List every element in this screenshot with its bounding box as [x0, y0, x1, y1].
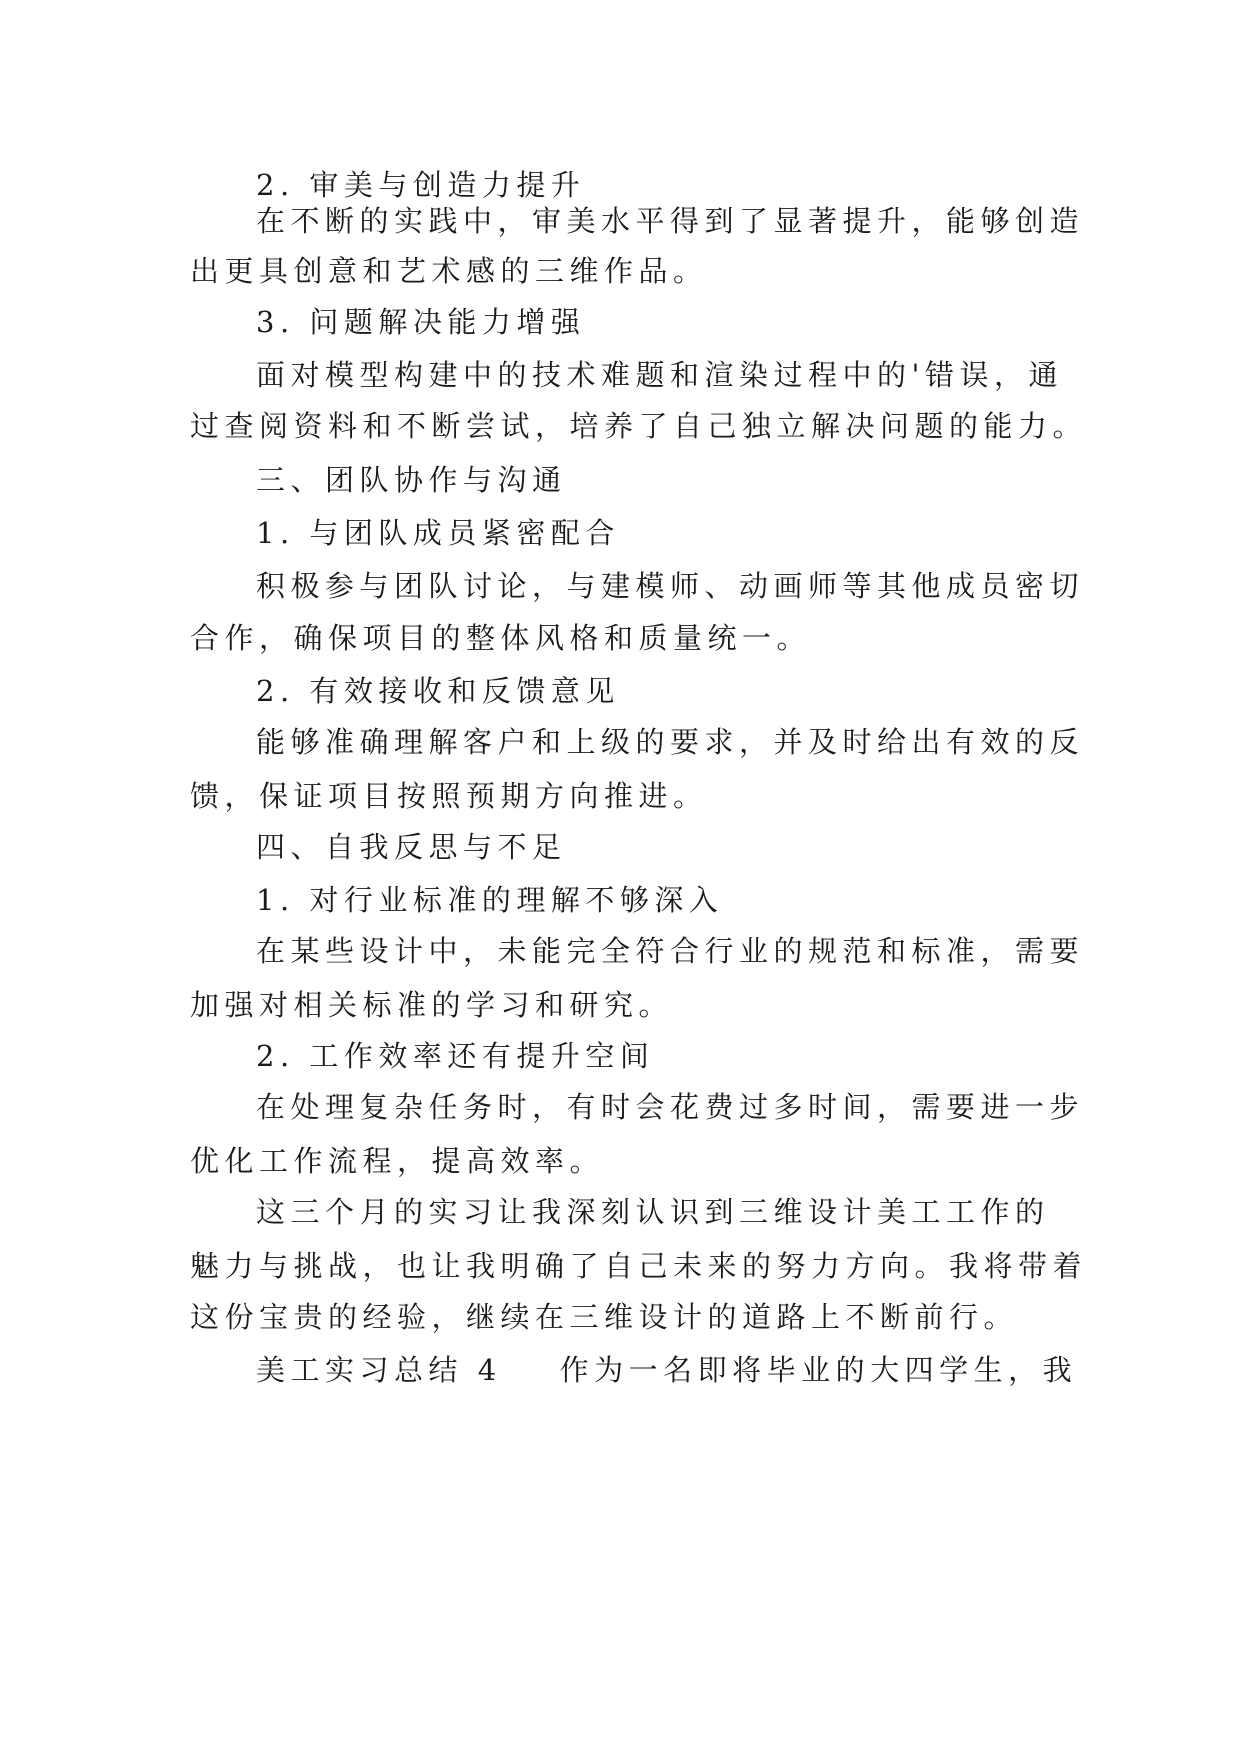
section-heading-teamwork: 三、团队协作与沟通 [256, 463, 567, 497]
summary-4-heading: 美工实习总结 4 [256, 1353, 502, 1387]
subheading-feedback: 2. 有效接收和反馈意见 [256, 674, 620, 708]
subheading-industry-standards: 1. 对行业标准的理解不够深入 [256, 883, 724, 917]
subheading-team-cooperation: 1. 与团队成员紧密配合 [256, 516, 620, 550]
paragraph-line: 馈，保证项目按照预期方向推进。 [190, 779, 708, 813]
summary-4-line [0, 1350, 1241, 1390]
subheading-problem-solving: 3. 问题解决能力增强 [256, 305, 586, 339]
paragraph-line: 面对模型构建中的技术难题和渲染过程中的'错误，通 [256, 358, 1063, 392]
paragraph-line: 魅力与挑战，也让我明确了自己未来的努力方向。我将带着 [190, 1249, 1088, 1283]
paragraph-line: 加强对相关标准的学习和研究。 [190, 988, 674, 1022]
subheading-aesthetics: 2. 审美与创造力提升 [256, 168, 586, 202]
subheading-efficiency: 2. 工作效率还有提升空间 [256, 1039, 655, 1073]
paragraph-line: 积极参与团队讨论，与建模师、动画师等其他成员密切 [256, 569, 1085, 603]
paragraph-line: 这份宝贵的经验，继续在三维设计的道路上不断前行。 [190, 1300, 1019, 1334]
section-heading-reflection: 四、自我反思与不足 [256, 830, 567, 864]
paragraph-line: 过查阅资料和不断尝试，培养了自己独立解决问题的能力。 [190, 409, 1088, 443]
paragraph-line: 合作，确保项目的整体风格和质量统一。 [190, 621, 812, 655]
paragraph-line: 出更具创意和艺术感的三维作品。 [190, 254, 708, 288]
paragraph-line: 能够准确理解客户和上级的要求，并及时给出有效的反 [256, 725, 1085, 759]
paragraph-line: 优化工作流程，提高效率。 [190, 1144, 605, 1178]
paragraph-line: 这三个月的实习让我深刻认识到三维设计美工工作的 [256, 1195, 1050, 1229]
paragraph-line: 在某些设计中，未能完全符合行业的规范和标准，需要 [256, 934, 1085, 968]
paragraph-line: 在处理复杂任务时，有时会花费过多时间，需要进一步 [256, 1090, 1085, 1124]
summary-4-text: 作为一名即将毕业的大四学生，我 [559, 1353, 1078, 1387]
paragraph-line: 在不断的实践中，审美水平得到了显著提升，能够创造 [256, 204, 1085, 238]
